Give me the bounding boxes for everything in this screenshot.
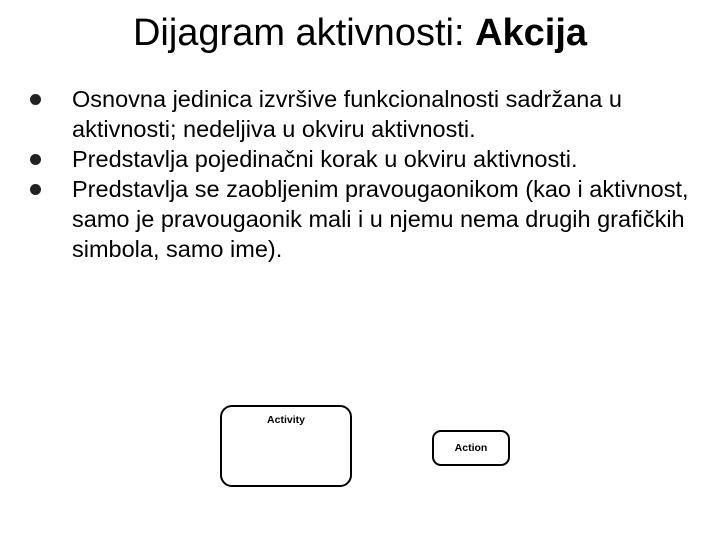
- bullet-dot-icon: [30, 94, 41, 105]
- bullet-item: [28, 144, 708, 174]
- action-node: [432, 430, 510, 466]
- slide-title-emphasis: Akcija: [475, 12, 588, 54]
- bullet-text: Predstavlja pojedinačni korak u okviru aktivnosti.: [72, 146, 578, 172]
- bullet-text: Osnovna jedinica izvršive funkcionalnosti sadržana u aktivnosti; nedeljiva u okviru aktivnosti.: [72, 86, 622, 142]
- activity-node-label: Activity: [267, 414, 305, 426]
- bullet-text: Predstavlja se zaobljenim pravougaonikom (kao i aktivnost, samo je pravougaonik mali i u njemu nema drugih grafičkih simbola, samo ime).: [72, 176, 689, 262]
- bullet-dot-icon: [30, 184, 41, 195]
- bullet-list: [28, 84, 708, 264]
- bullet-dot-icon: [30, 154, 41, 165]
- slide-title: [0, 10, 720, 56]
- slide-title-prefix: Dijagram aktivnosti:: [132, 12, 476, 54]
- activity-node: [220, 405, 352, 487]
- bullet-item: [28, 84, 708, 144]
- bullet-item: [28, 174, 708, 264]
- action-node-label: Action: [454, 442, 488, 454]
